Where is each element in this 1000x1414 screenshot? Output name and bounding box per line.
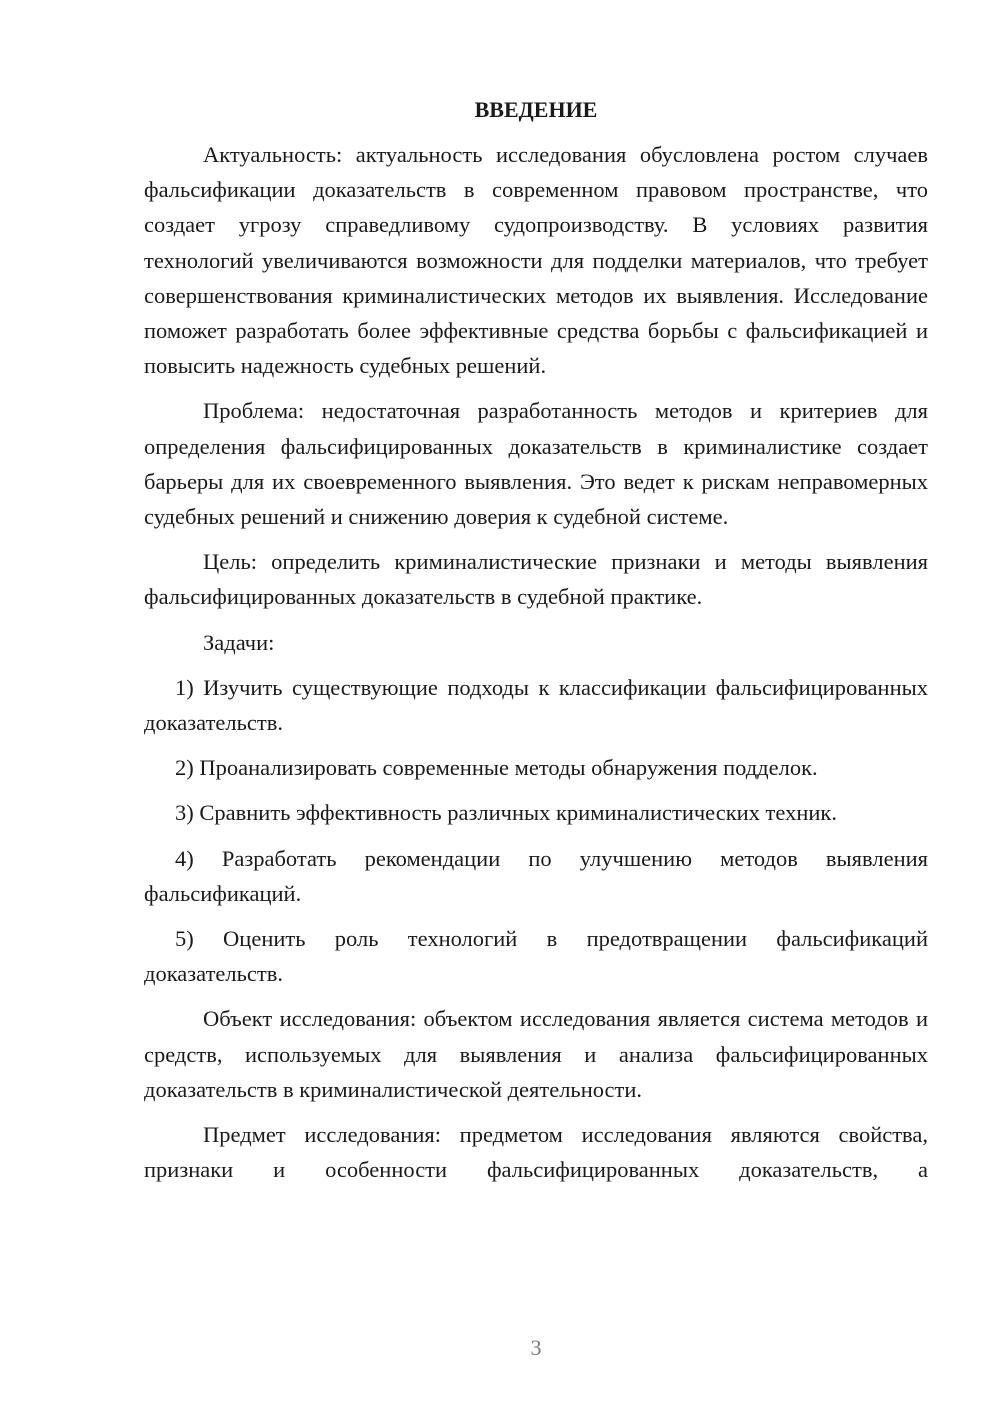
relevance-paragraph: Актуальность: актуальность исследования обусловлена ростом случаев фальсификации доказательств в современном правовом пространстве, что создает угрозу справедливому судопроизводству. В условиях развития технологий увеличиваются возможности для подделки материалов, что требует совершенствования криминалистических методов их выявления. Исследование поможет разработать более эффективные средства борьбы с фальсификацией и повысить надежность судебных решений.: [144, 142, 928, 379]
section-heading: ВВЕДЕНИЕ: [474, 97, 598, 122]
page-number: 3: [530, 1335, 542, 1360]
task-item-1: 1) Изучить существующие подходы к классификации фальсифицированных доказательств.: [144, 674, 928, 736]
subject-paragraph: Предмет исследования: предметом исследования являются свойства, признаки и особенности фальсифицированных доказательств, а: [144, 1122, 928, 1183]
document-page: [144, 92, 928, 1197]
task-item-3: 3) Сравнить эффективность различных криминалистических техник.: [175, 800, 837, 826]
task-item-4: 4) Разработать рекомендации по улучшению методов выявления фальсификаций.: [144, 845, 928, 906]
tasks-heading: Задачи:: [203, 629, 275, 655]
task-item-5: 5) Оценить роль технологий в предотвращении фальсификаций доказательств.: [144, 926, 928, 987]
problem-paragraph: Проблема: недостаточная разработанность методов и критериев для определения фальсифицированных доказательств в криминалистике создает барьеры для их своевременного выявления. Это ведет к рискам неправомерных судебных решений и снижению доверия к судебной системе.: [144, 398, 928, 530]
task-item-2: 2) Проанализировать современные методы обнаружения подделок.: [175, 755, 818, 781]
goal-paragraph: Цель: определить криминалистические признаки и методы выявления фальсифицированных доказательств в судебной практике.: [144, 549, 928, 610]
object-paragraph: Объект исследования: объектом исследования является система методов и средств, используемых для выявления и анализа фальсифицированных доказательств в криминалистической деятельности.: [144, 1006, 928, 1102]
